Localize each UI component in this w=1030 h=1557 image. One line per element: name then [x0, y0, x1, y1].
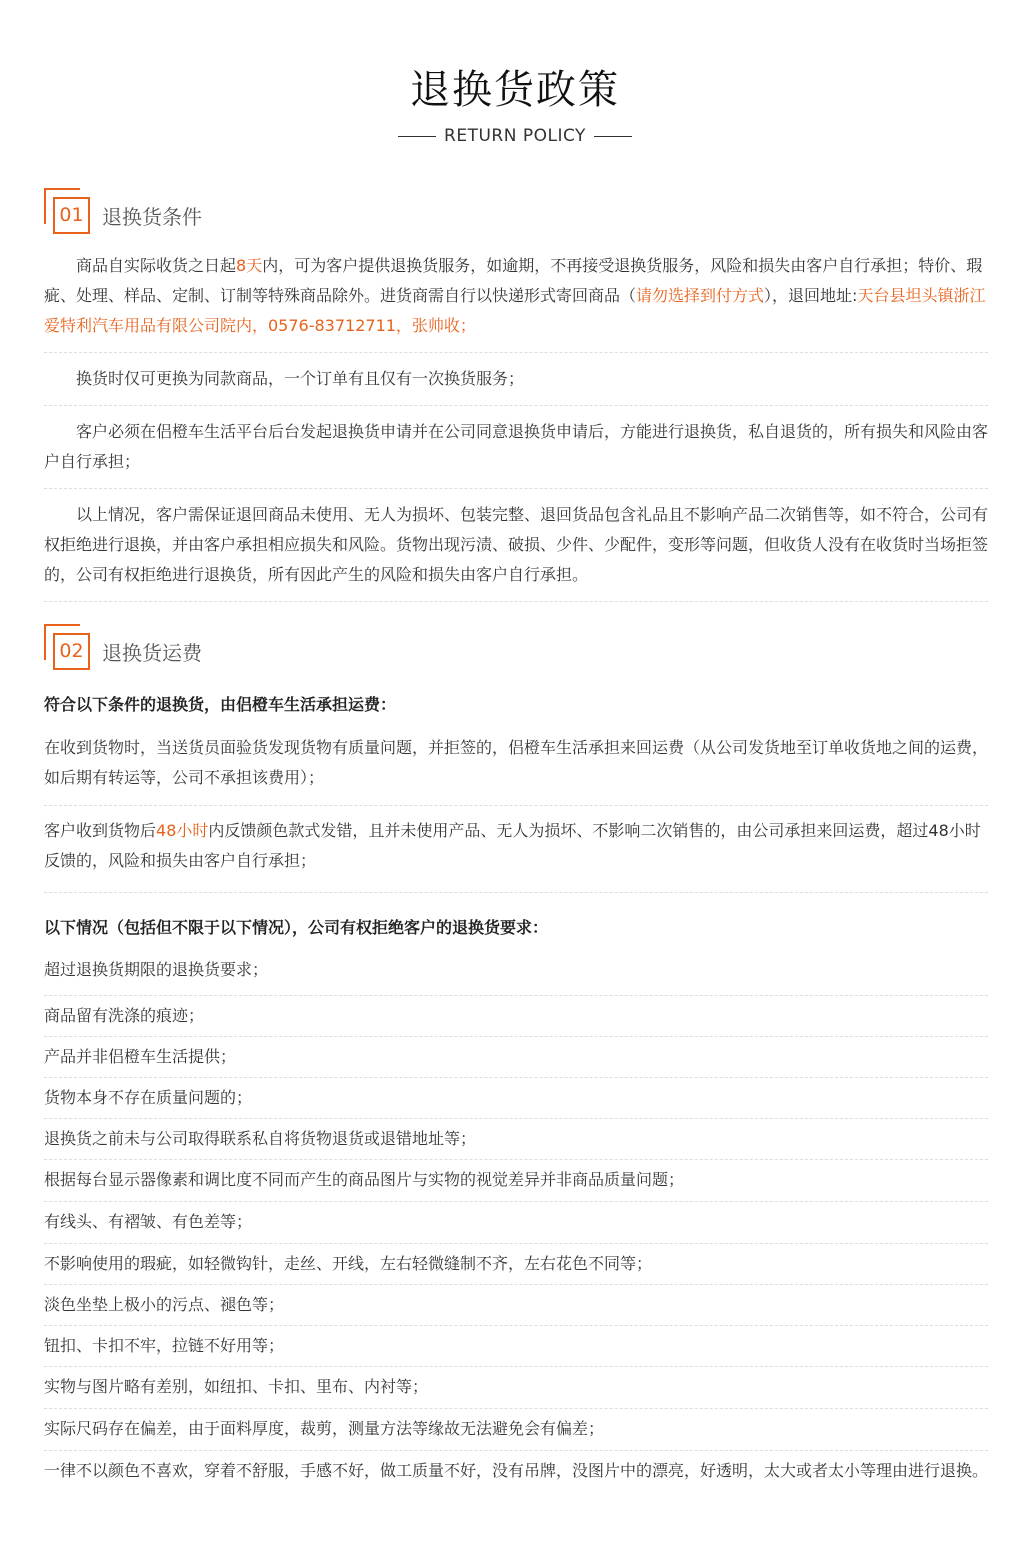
feedback-hours-highlight: 48小时 [156, 821, 209, 840]
p2-text-a: 客户收到货物后 [44, 821, 157, 840]
divider [44, 1077, 988, 1078]
divider [44, 1243, 988, 1244]
p1-text-b: 内，可为客户提供退换货服务，如逾期，不再接受退换货服务，风险和损失由客户自行承担；特价、瑕疵、处理、样品、定制、订制等特殊商品除外。进货商需自行以快递形式寄回商品（ [44, 256, 983, 305]
section-2-heading-1: 符合以下条件的退换货，由侣橙车生活承担运费： [44, 695, 397, 714]
subtitle-right-line [594, 136, 632, 137]
page-subtitle [0, 124, 1030, 148]
p1-text-a: 商品自实际收货之日起 [76, 256, 237, 275]
divider [44, 1201, 988, 1202]
return-address-highlight: 天台县坦头镇浙江爱特利汽车用品有限公司院内，0576-83712711，张帅收； [44, 286, 986, 335]
p1-text-c: ），退回地址: [764, 286, 858, 305]
divider [44, 995, 988, 996]
list-item: 超过退换货期限的退换货要求； [44, 960, 269, 979]
section-1-number-badge [44, 188, 92, 236]
list-item: 实物与图片略有差别，如纽扣、卡扣、里布、内衬等； [44, 1377, 429, 1396]
list-item: 商品留有洗涤的痕迹； [44, 1006, 205, 1025]
section-2-heading-2: 以下情况（包括但不限于以下情况），公司有权拒绝客户的退换货要求： [44, 918, 549, 937]
subtitle-left-line [398, 136, 436, 137]
divider [44, 1159, 988, 1160]
list-item: 淡色坐垫上极小的污点、褪色等； [44, 1295, 285, 1314]
divider [44, 1450, 988, 1451]
section-2-header [44, 624, 444, 674]
divider [44, 1366, 988, 1367]
section-2-number: 02 [53, 633, 90, 670]
section-2-paragraph-1: 在收到货物时，当送货员面验货发现货物有质量问题，并拒签的，侣橙车生活承担来回运费（从公司发货地至订单收货地之间的运费，如后期有转运等，公司不承担该费用）； [44, 738, 989, 787]
page-title: 退换货政策 [410, 67, 620, 113]
no-cod-highlight: 请勿选择到付方式 [636, 286, 765, 305]
section-1-header [44, 188, 444, 238]
divider [44, 405, 988, 406]
divider [44, 805, 988, 806]
section-1-paragraph-4: 以上情况，客户需保证退回商品未使用、无人为损坏、包装完整、退回货品包含礼品且不影响产品二次销售等，如不符合，公司有权拒绝进行退换，并由客户承担相应损失和风险。货物出现污渍、破损、少件、少配件，变形等问题，但收货人没有在收货时当场拒签的，公司有权拒绝进行退换货，所有因此产生的风险和损失由客户自行承担。 [44, 505, 989, 584]
p2-text-b: 内反馈颜色款式发错，且并未使用产品、无人为损坏、不影响二次销售的，由公司承担来回运费，超过48小时反馈的，风险和损失由客户自行承担； [44, 821, 981, 870]
return-days-highlight: 8天 [236, 256, 263, 275]
list-item: 有线头、有褶皱、有色差等； [44, 1212, 253, 1231]
divider [44, 1408, 988, 1409]
divider [44, 892, 988, 893]
list-item: 不影响使用的瑕疵，如轻微钩针，走丝、开线，左右轻微缝制不齐，左右花色不同等； [44, 1254, 653, 1273]
section-1-paragraph-2: 换货时仅可更换为同款商品，一个订单有且仅有一次换货服务； [76, 369, 525, 388]
section-1-title: 退换货条件 [102, 205, 202, 229]
divider [44, 352, 988, 353]
section-2-title: 退换货运费 [102, 641, 202, 665]
divider [44, 601, 988, 602]
section-2-number-badge [44, 624, 92, 672]
divider [44, 1284, 988, 1285]
list-item: 实际尺码存在偏差，由于面料厚度，裁剪，测量方法等缘故无法避免会有偏差； [44, 1419, 605, 1438]
list-item: 一律不以颜色不喜欢，穿着不舒服，手感不好，做工质量不好，没有吊牌，没图片中的漂亮，好透明，太大或者太小等理由进行退换。 [44, 1461, 989, 1480]
divider [44, 1325, 988, 1326]
list-item: 产品并非侣橙车生活提供； [44, 1047, 237, 1066]
section-1-paragraph-1 [44, 251, 988, 341]
divider [44, 488, 988, 489]
section-2-paragraph-2 [44, 816, 988, 876]
list-item: 根据每台显示器像素和调比度不同而产生的商品图片与实物的视觉差异并非商品质量问题； [44, 1170, 685, 1189]
divider [44, 1036, 988, 1037]
section-1-paragraph-3: 客户必须在侣橙车生活平台后台发起退换货申请并在公司同意退换货申请后，方能进行退换货，私自退货的，所有损失和风险由客户自行承担； [44, 422, 989, 471]
divider [44, 1118, 988, 1119]
section-1-number: 01 [53, 197, 90, 234]
list-item: 退换货之前未与公司取得联系私自将货物退货或退错地址等； [44, 1129, 477, 1148]
subtitle-text: RETURN POLICY [444, 126, 586, 146]
list-item: 钮扣、卡扣不牢，拉链不好用等； [44, 1336, 285, 1355]
list-item: 货物本身不存在质量问题的； [44, 1088, 253, 1107]
